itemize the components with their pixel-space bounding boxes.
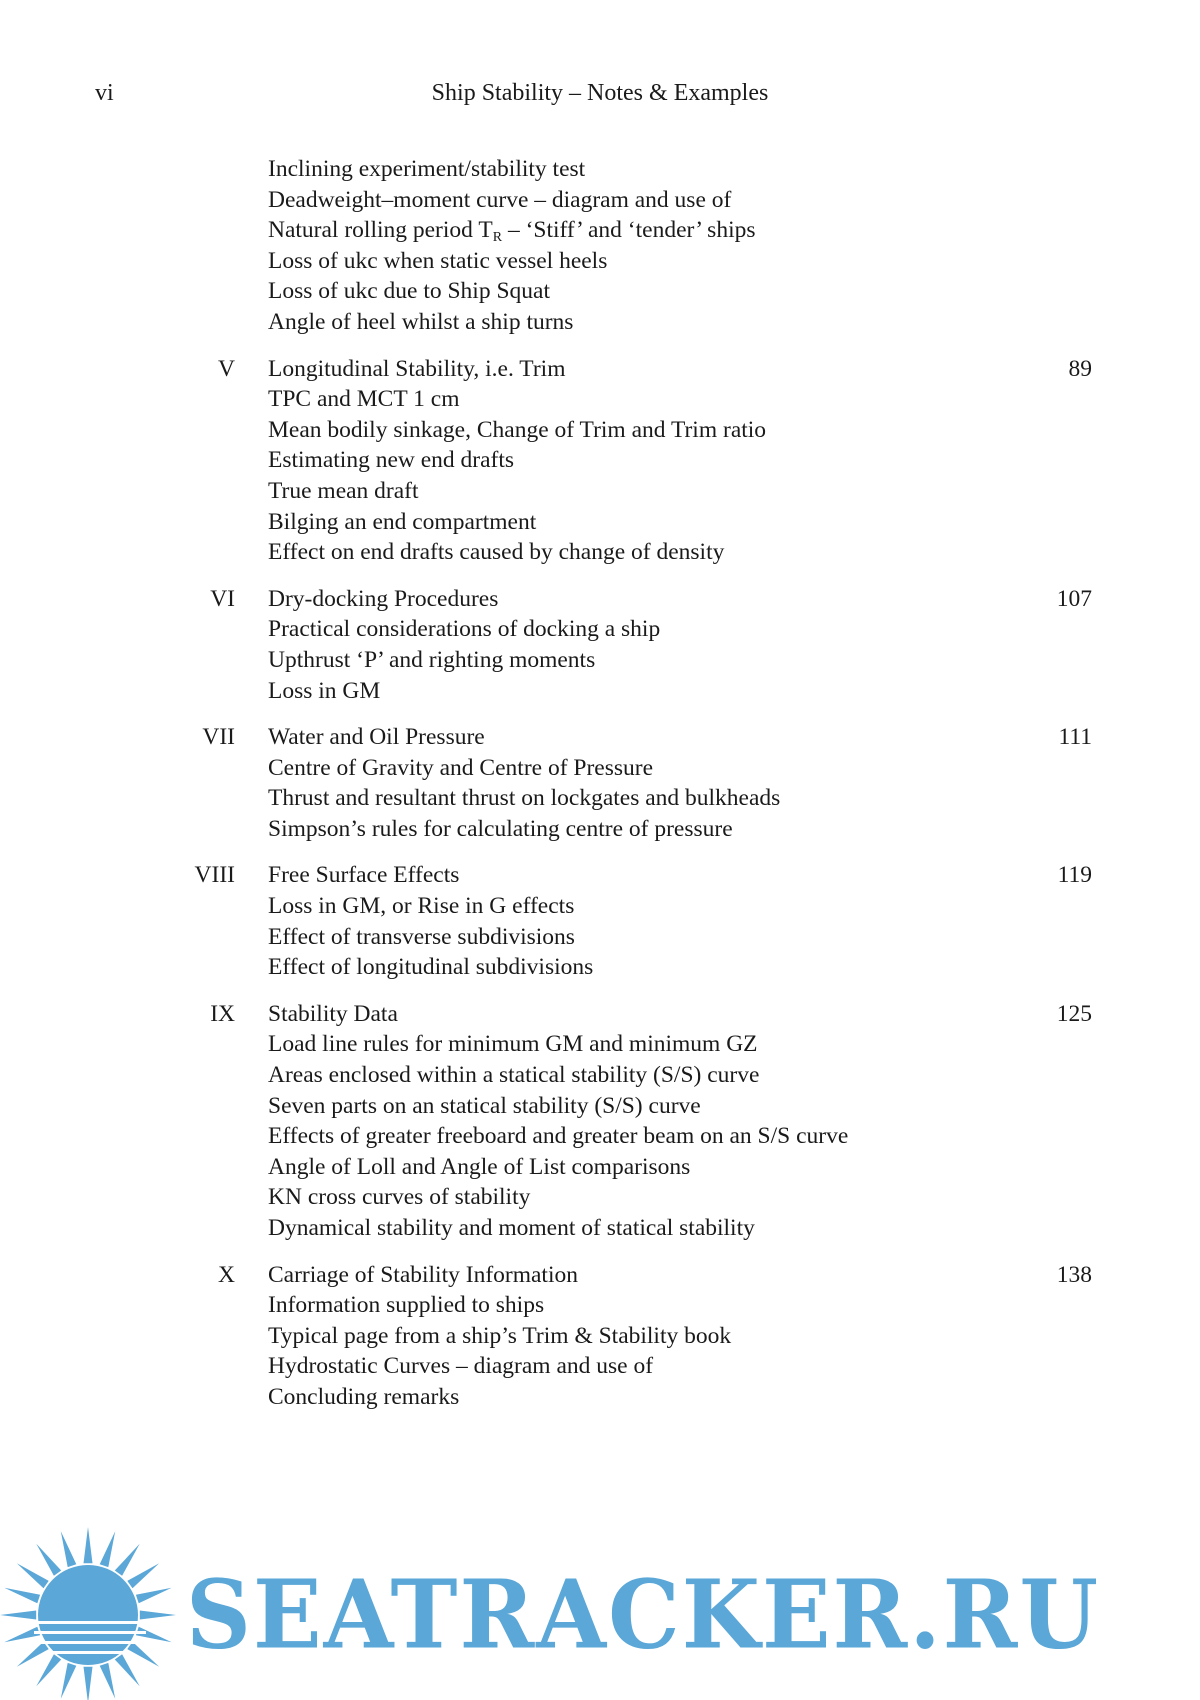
chapter-heading[interactable] (0, 354, 1200, 385)
chapter-heading[interactable] (0, 999, 1200, 1030)
toc-chapter-viii (0, 860, 1200, 982)
chapter-page-number: 111 (1058, 724, 1092, 751)
toc-topic: Loss of ukc when static vessel heels (268, 247, 608, 274)
toc-topic: Dynamical stability and moment of statical stability (268, 1215, 755, 1241)
toc-topic: Upthrust ‘P’ and righting moments (268, 646, 596, 673)
toc-chapter-x (0, 1260, 1200, 1413)
toc-topic: Angle of heel whilst a ship turns (268, 308, 574, 335)
chapter-numeral: VI (210, 585, 235, 612)
toc-topic: Inclining experiment/stability test (268, 156, 586, 182)
toc-topic: TPC and MCT 1 cm (268, 386, 460, 413)
chapter-heading[interactable] (0, 1260, 1200, 1291)
toc-topic: True mean draft (268, 477, 419, 504)
toc-topic: Effect of transverse subdivisions (268, 923, 575, 950)
running-header (0, 76, 1200, 110)
toc-topic: Areas enclosed within a statical stability (S/S) curve (268, 1062, 760, 1089)
toc-topic: Concluding remarks (268, 1383, 460, 1410)
rolling-period-subscript: R (492, 230, 503, 246)
rolling-period-label: Natural rolling period T (268, 217, 493, 244)
toc-topic: Information supplied to ships (268, 1292, 545, 1319)
toc-topic: Bilging an end compartment (268, 508, 537, 535)
chapter-numeral: V (218, 355, 235, 382)
chapter-heading[interactable] (0, 860, 1200, 891)
toc-topic: Effects of greater freeboard and greater beam on an S/S curve (268, 1123, 849, 1150)
toc-topic: Effect on end drafts caused by change of density (268, 539, 725, 566)
toc-topic: KN cross curves of stability (268, 1184, 531, 1211)
toc-topic: Deadweight–moment curve – diagram and use of (268, 186, 732, 213)
toc-continuation (0, 154, 1200, 338)
page-folio: vi (95, 80, 114, 106)
chapter-title: Water and Oil Pressure (268, 724, 485, 751)
toc-chapter-v (0, 354, 1200, 568)
chapter-title: Stability Data (268, 1000, 398, 1027)
toc-topic: Estimating new end drafts (268, 447, 515, 474)
toc-topic: Mean bodily sinkage, Change of Trim and Trim ratio (268, 416, 767, 443)
chapter-title: Dry-docking Procedures (268, 585, 499, 612)
chapter-page-number: 107 (1056, 585, 1092, 612)
chapter-title: Free Surface Effects (268, 862, 460, 889)
chapter-title: Longitudinal Stability, i.e. Trim (268, 355, 566, 382)
toc-chapter-ix (0, 999, 1200, 1244)
chapter-page-number: 119 (1057, 862, 1092, 889)
chapter-heading[interactable] (0, 584, 1200, 615)
table-of-contents (0, 154, 1200, 1429)
toc-topic: Practical considerations of docking a ship (268, 616, 661, 643)
toc-topic: Load line rules for minimum GM and minimum GZ (268, 1031, 758, 1058)
toc-topic: Simpson’s rules for calculating centre of pressure (268, 815, 733, 842)
toc-chapter-vii (0, 722, 1200, 844)
toc-topic: Centre of Gravity and Centre of Pressure (268, 754, 654, 781)
sun-icon (0, 1525, 180, 1700)
chapter-page-number: 125 (1056, 1000, 1092, 1027)
toc-topic: Seven parts on an statical stability (S/S) curve (268, 1092, 701, 1119)
rolling-period-suffix: – ‘Stiff’ and ‘tender’ ships (502, 217, 756, 244)
running-title: Ship Stability – Notes & Examples (431, 80, 769, 106)
toc-topic: Effect of longitudinal subdivisions (268, 954, 594, 981)
toc-topic: Typical page from a ship’s Trim & Stability book (268, 1322, 732, 1349)
chapter-numeral: VIII (194, 862, 235, 889)
toc-chapter-vi (0, 584, 1200, 706)
toc-topic (0, 215, 1200, 246)
toc-topic: Thrust and resultant thrust on lockgates and bulkheads (268, 785, 781, 812)
watermark (0, 1515, 1200, 1700)
watermark-text: SEATRACKER.RU (186, 1559, 1100, 1671)
chapter-numeral: VII (202, 724, 235, 751)
toc-topic: Loss of ukc due to Ship Squat (268, 278, 550, 305)
toc-topic: Loss in GM, or Rise in G effects (268, 893, 575, 920)
toc-topic: Loss in GM (268, 677, 381, 704)
chapter-title: Carriage of Stability Information (268, 1261, 578, 1288)
chapter-heading[interactable] (0, 722, 1200, 753)
chapter-numeral: X (218, 1261, 235, 1288)
chapter-page-number: 89 (1068, 355, 1092, 382)
toc-topic: Angle of Loll and Angle of List comparisons (268, 1153, 691, 1180)
chapter-numeral: IX (210, 1000, 235, 1027)
toc-topic: Hydrostatic Curves – diagram and use of (268, 1353, 654, 1380)
chapter-page-number: 138 (1056, 1261, 1092, 1288)
